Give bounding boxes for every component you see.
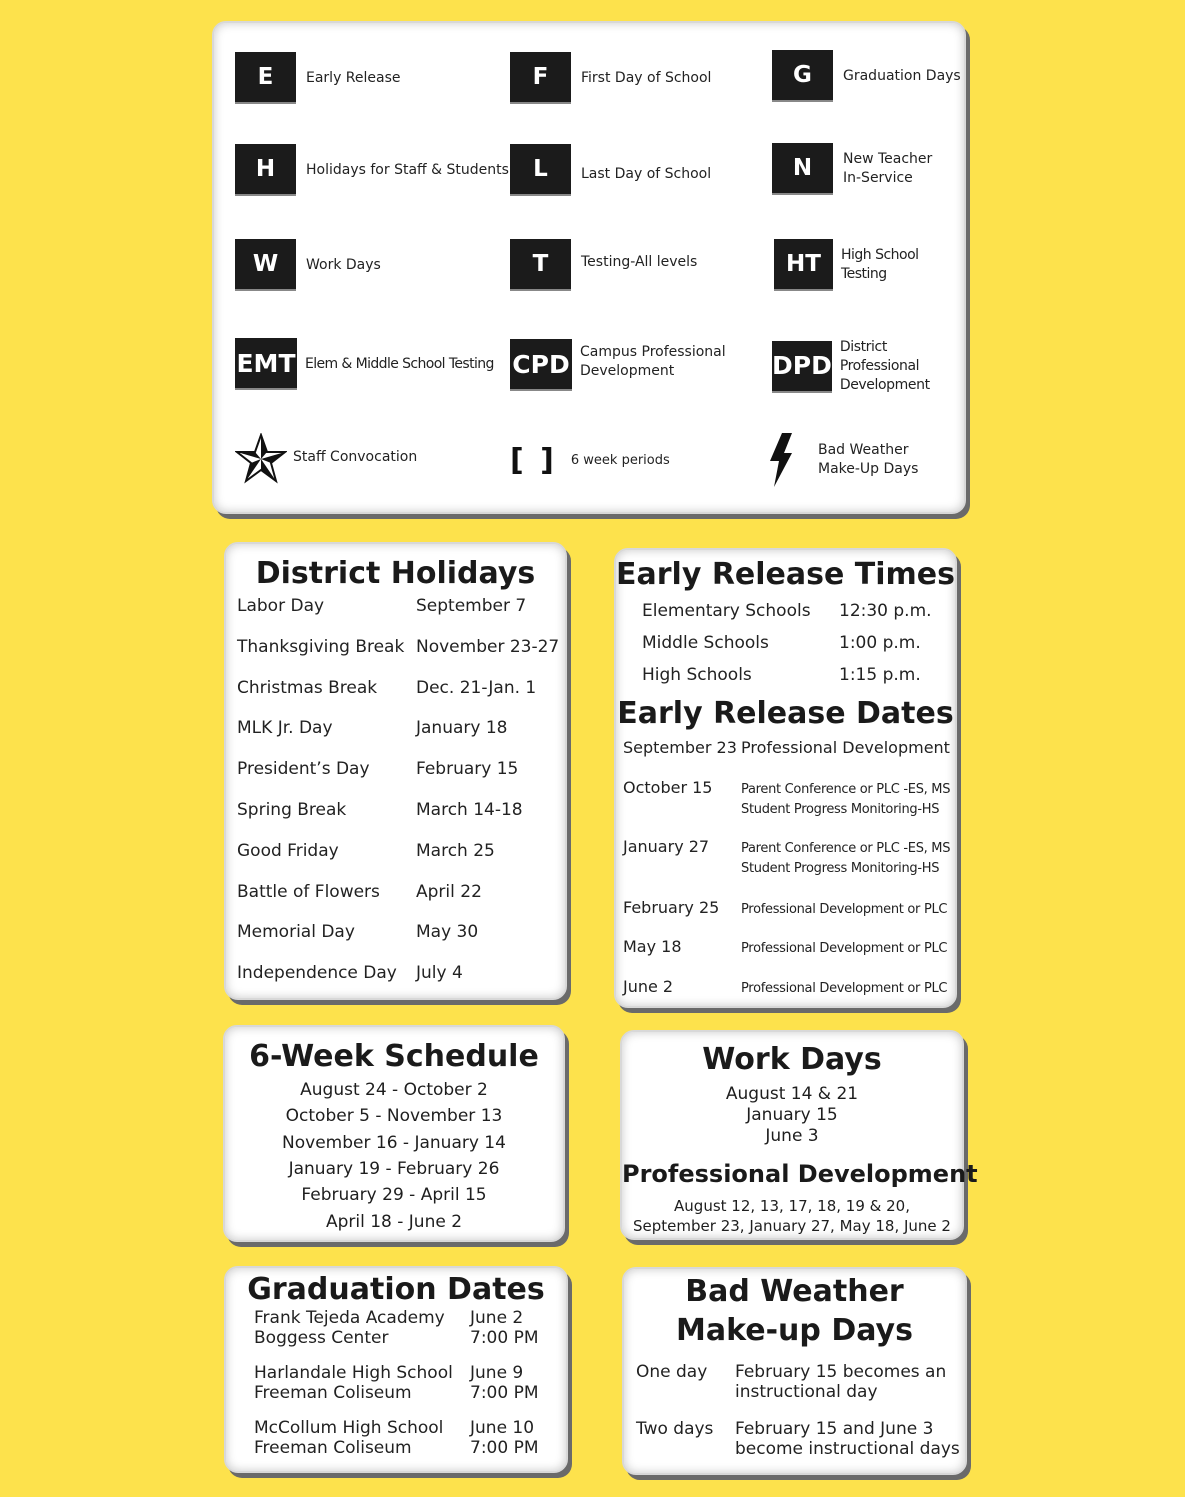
holiday-name: MLK Jr. Day <box>237 718 333 739</box>
early-release-desc <box>741 900 947 920</box>
holiday-name: Labor Day <box>237 596 325 616</box>
pd-date-line: September 23, January 27, May 18, June 2 <box>633 1217 951 1235</box>
legend-code-e: E <box>235 52 296 104</box>
legend-label: Campus Professional Development <box>580 343 726 379</box>
graduation-when <box>470 1308 539 1348</box>
six-week-period: January 19 - February 26 <box>288 1158 500 1179</box>
school-level: Elementary Schools <box>642 601 811 621</box>
legend-item-graduation <box>772 50 961 102</box>
holiday-date: March 25 <box>416 840 495 861</box>
legend-code-g: G <box>772 50 833 102</box>
holiday-name: Spring Break <box>237 800 347 820</box>
holiday-name: Thanksgiving Break <box>237 636 405 657</box>
legend-label: Bad Weather Make-Up Days <box>818 442 919 477</box>
school-name: McCollum High School <box>254 1418 444 1438</box>
bad-weather-case: One day <box>636 1362 708 1382</box>
venue-name: Freeman Coliseum <box>254 1438 412 1458</box>
desc-line: Professional Development or PLC <box>741 941 948 956</box>
legend-label: District Professional Development <box>839 339 930 393</box>
district-holidays-panel <box>224 542 567 1000</box>
venue-name: Boggess Center <box>254 1328 389 1348</box>
legend-item-last-day <box>510 144 711 196</box>
work-days-list <box>622 1084 962 1147</box>
holiday-date: July 4 <box>416 963 463 984</box>
early-release-date: February 25 <box>623 898 720 917</box>
graduation-when <box>470 1418 539 1458</box>
early-release-panel <box>614 548 957 1008</box>
pd-date-line: August 12, 13, 17, 18, 19 & 20, <box>674 1197 910 1215</box>
legend-code-w: W <box>235 239 296 291</box>
early-release-date: May 18 <box>623 937 682 956</box>
work-day-date: August 14 & 21 <box>725 1084 859 1104</box>
school-level: Middle Schools <box>642 633 769 653</box>
legend-label: Work Days <box>306 256 381 273</box>
six-week-period: November 16 - January 14 <box>282 1132 506 1153</box>
early-release-desc <box>741 939 947 959</box>
holiday-name: Memorial Day <box>237 922 355 943</box>
early-release-date: June 2 <box>623 977 674 996</box>
holiday-date: Dec. 21-Jan. 1 <box>416 677 537 698</box>
legend-label: 6 week periods <box>570 453 670 468</box>
graduation-school <box>254 1308 445 1348</box>
release-time: 1:00 p.m. <box>839 633 921 653</box>
legend-panel <box>212 21 966 514</box>
bracket-icon: [ ] <box>510 443 557 478</box>
holiday-date: May 30 <box>416 922 479 943</box>
legend-code-cpd: CPD <box>510 339 572 391</box>
legend-item-six-week-periods <box>510 443 670 478</box>
bad-weather-desc <box>735 1362 946 1402</box>
lightning-icon <box>768 433 794 487</box>
legend-label: Graduation Days <box>843 67 961 84</box>
desc-line: Professional Development or PLC <box>741 981 948 996</box>
legend-item-work-days <box>235 239 381 291</box>
desc-line: February 15 becomes an <box>735 1362 947 1382</box>
holiday-date: February 15 <box>416 759 519 780</box>
legend-label: Early Release <box>306 69 401 86</box>
legend-code-f: F <box>510 52 571 104</box>
early-release-date: October 15 <box>623 778 713 797</box>
graduation-dates-title: Graduation Dates <box>247 1272 545 1307</box>
legend-label: First Day of School <box>581 69 712 86</box>
work-day-date: June 3 <box>765 1126 819 1146</box>
desc-line: Parent Conference or PLC -ES, MS <box>741 841 951 856</box>
holiday-date: January 18 <box>416 718 508 739</box>
six-week-period: August 24 - October 2 <box>300 1080 488 1100</box>
early-release-date: September 23 <box>623 738 737 757</box>
legend-label: New Teacher In-Service <box>843 151 933 186</box>
graduation-when <box>470 1363 539 1403</box>
graduation-time: 7:00 PM <box>470 1328 539 1348</box>
holiday-name: Independence Day <box>237 963 397 984</box>
graduation-date: June 10 <box>470 1418 535 1438</box>
early-release-desc <box>741 839 950 879</box>
legend-item-holidays <box>235 144 509 196</box>
holiday-name: President’s Day <box>237 759 370 780</box>
legend-label: Holidays for Staff & Students <box>306 161 509 178</box>
legend-item-district-pd <box>772 338 964 395</box>
legend-item-bad-weather <box>768 433 918 487</box>
legend-label: Elem & Middle School Testing <box>305 355 494 372</box>
graduation-time: 7:00 PM <box>470 1383 539 1403</box>
legend-code-emt: EMT <box>235 338 297 390</box>
venue-name: Freeman Coliseum <box>254 1383 412 1403</box>
legend-code-h: H <box>235 144 296 196</box>
legend-item-testing <box>510 239 697 291</box>
six-week-schedule-panel <box>223 1025 565 1242</box>
early-release-times-title: Early Release Times <box>616 557 955 592</box>
school-name: Frank Tejeda Academy <box>254 1308 445 1328</box>
early-release-desc <box>741 780 950 820</box>
bad-weather-desc <box>735 1419 960 1459</box>
graduation-date: June 9 <box>470 1363 524 1383</box>
early-release-desc: Professional Development <box>741 738 950 757</box>
legend-code-l: L <box>510 144 571 196</box>
desc-line: Professional Development or PLC <box>741 902 948 917</box>
legend-item-campus-pd <box>510 339 726 391</box>
school-level: High Schools <box>642 665 752 685</box>
early-release-desc <box>741 979 947 999</box>
graduation-dates-panel <box>224 1266 568 1473</box>
six-week-schedule-title: 6-Week Schedule <box>249 1039 539 1074</box>
holiday-name: Battle of Flowers <box>237 881 380 902</box>
work-days-title: Work Days <box>702 1042 882 1077</box>
bad-weather-title-line1: Bad Weather <box>685 1274 904 1309</box>
bad-weather-case: Two days <box>636 1419 714 1439</box>
legend-label: Staff Convocation <box>293 448 418 465</box>
professional-development-title: Professional Development <box>622 1160 978 1188</box>
star-icon <box>235 433 287 485</box>
graduation-school <box>254 1363 453 1403</box>
bad-weather-title-line2: Make-up Days <box>676 1313 913 1348</box>
bad-weather-panel <box>622 1267 967 1475</box>
six-week-period: April 18 - June 2 <box>325 1211 463 1232</box>
desc-line: instructional day <box>735 1382 878 1402</box>
legend-code-t: T <box>510 239 571 291</box>
desc-line: February 15 and June 3 <box>735 1419 934 1439</box>
legend-code-n: N <box>772 143 833 195</box>
release-time: 1:15 p.m. <box>839 665 921 685</box>
six-week-period: February 29 - April 15 <box>301 1185 487 1206</box>
legend-label: Testing-All levels <box>581 254 698 270</box>
holiday-name: Christmas Break <box>237 677 378 698</box>
holiday-date: March 14-18 <box>416 800 523 820</box>
legend-item-first-day <box>510 52 711 104</box>
school-name: Harlandale High School <box>254 1363 453 1383</box>
holiday-date: April 22 <box>416 881 482 902</box>
graduation-school <box>254 1418 443 1458</box>
graduation-time: 7:00 PM <box>470 1438 539 1458</box>
graduation-date: June 2 <box>470 1308 524 1328</box>
legend-label: Last Day of School <box>581 165 712 182</box>
legend-item-high-school-testing <box>774 239 964 291</box>
legend-code-dpd: DPD <box>772 341 832 393</box>
desc-line: Parent Conference or PLC -ES, MS <box>741 782 951 797</box>
legend-item-staff-convocation <box>235 433 417 485</box>
desc-line: become instructional days <box>735 1439 960 1459</box>
early-release-dates-title: Early Release Dates <box>617 696 954 731</box>
work-days-panel <box>620 1030 978 1240</box>
legend-item-early-release <box>235 52 401 104</box>
holiday-date: November 23-27 <box>416 636 560 657</box>
work-day-date: January 15 <box>746 1105 838 1125</box>
desc-line: Student Progress Monitoring-HS <box>741 802 940 817</box>
legend-code-ht: HT <box>774 239 833 291</box>
pd-dates <box>622 1196 962 1236</box>
early-release-date: January 27 <box>623 837 710 856</box>
legend-item-elem-middle-testing <box>235 338 494 390</box>
six-week-period: October 5 - November 13 <box>285 1106 503 1127</box>
desc-line: Student Progress Monitoring-HS <box>741 861 940 876</box>
district-holidays-title: District Holidays <box>255 556 536 591</box>
holiday-name: Good Friday <box>237 840 339 861</box>
release-time: 12:30 p.m. <box>839 601 932 621</box>
legend-item-new-teacher <box>772 143 932 195</box>
holiday-date: September 7 <box>416 596 527 616</box>
legend-label: High School Testing <box>840 247 919 282</box>
